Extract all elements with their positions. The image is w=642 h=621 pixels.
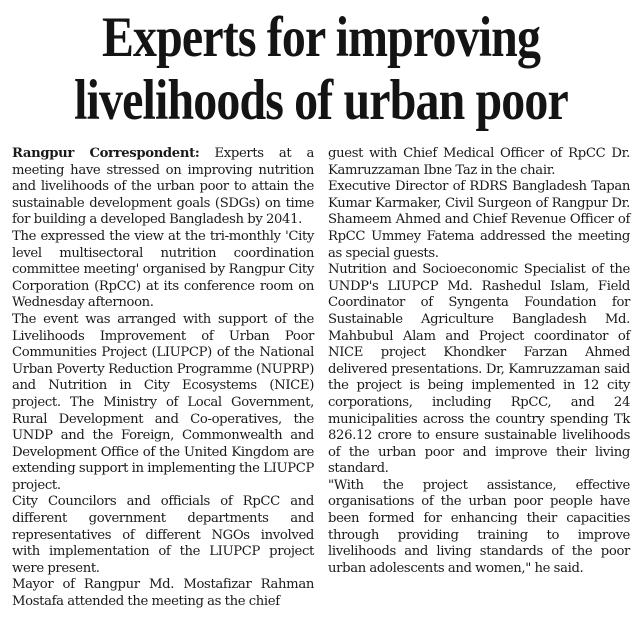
article-paragraph-2: The expressed the view at the tri-monthly 'City level multisectoral nutrition coordination committee meeting' organised by Rangpur City Corporation (RpCC) at its conference room on Wednesday afternoon. xyxy=(12,228,314,311)
paragraph-1-text: Experts at a meeting have stressed on improving nutrition and livelihoods of the urban poor to attain the sustainable development goals (SDGs) on time for building a developed Bangladesh by 2041. xyxy=(12,146,314,228)
article-paragraph-3: The event was arranged with support of the Livelihoods Improvement of Urban Poor Communities Project (LIUPCP) of the National Urban Poverty Reduction Programme (NUPRP) and Nutrition in City Ecosystems (NICE) project. The Ministry of Local Government, Rural Development and Co-operatives, the UNDP and the Foreign, Commonwealth and Development Office of the United Kingdom are extending support in implementing the LIUPCP project. xyxy=(12,311,314,493)
article-column-right xyxy=(328,146,630,577)
article-paragraph-7: Nutrition and Socioeconomic Specialist of the UNDP's LIUPCP Md. Rashedul Islam, Field Coordinator of Syngenta Foundation for Sustainable Agriculture Bangladesh Md. Mahbubul Alam and Project coordinator of NICE project Khondker Farzan Ahmed delivered presentations. Dr, Kamruzzaman said the project is being implemented in 12 city corporations, including RpCC, and 24 municipalities across the country spending Tk 826.12 crore to ensure sustainable livelihoods of the urban poor and improve their living standard. xyxy=(328,262,630,477)
article-paragraph-8: "With the project assistance, effective organisations of the urban poor people have been formed for enhancing their capacities through providing training to improve livelihoods and living standards of the poor urban adolescents and women," he said. xyxy=(328,477,630,576)
headline-line-2: livelihoods of urban poor xyxy=(74,69,568,132)
article-paragraph-1 xyxy=(12,146,314,229)
headline xyxy=(51,6,590,132)
article-body xyxy=(12,146,630,618)
article-paragraph-4: City Councilors and officials of RpCC and different government departments and representatives of different NGOs involved with implementation of the LIUPCP project were present. xyxy=(12,494,314,576)
byline: Rangpur Correspondent: xyxy=(12,146,200,161)
article-paragraph-5-continued: guest with Chief Medical Officer of RpCC Dr. Kamruzzaman Ibne Taz in the chair. xyxy=(328,146,630,178)
headline-line-1: Experts for improving xyxy=(101,6,541,69)
article-column-left xyxy=(12,146,314,611)
article-paragraph-5-start: Mayor of Rangpur Md. Mostafizar Rahman Mostafa attended the meeting as the chief xyxy=(12,577,314,610)
article-paragraph-6: Executive Director of RDRS Bangladesh Tapan Kumar Karmaker, Civil Surgeon of Rangpur Dr. Shameem Ahmed and Chief Revenue Officer of RpCC Ummey Fatema addressed the meeting as special guests. xyxy=(328,179,630,261)
